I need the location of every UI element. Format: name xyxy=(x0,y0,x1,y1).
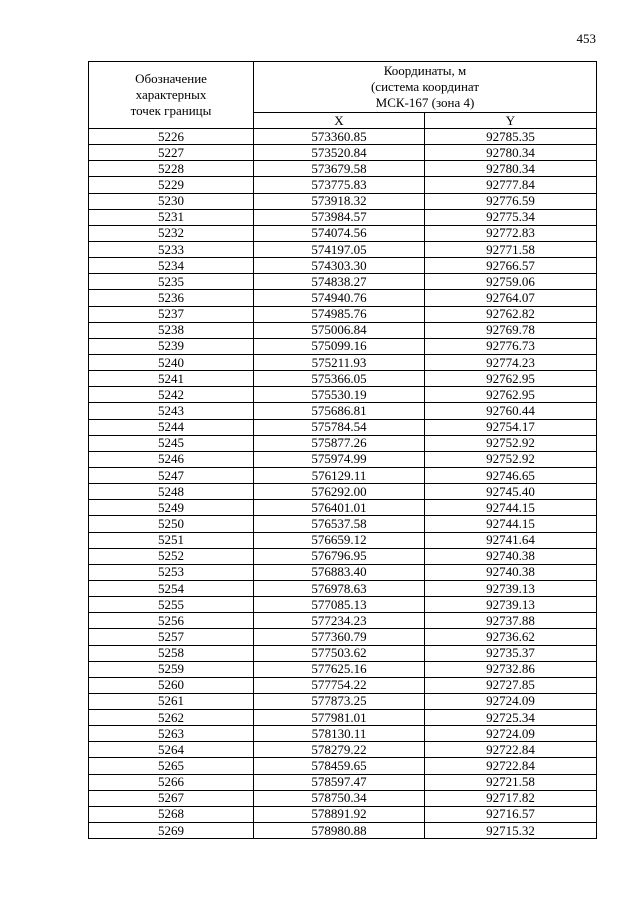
x-coordinate-cell: 576796.95 xyxy=(254,548,425,564)
table-row xyxy=(89,306,597,322)
table-row xyxy=(89,693,597,709)
y-coordinate-cell: 92780.34 xyxy=(425,145,597,161)
table-row xyxy=(89,726,597,742)
point-id-cell: 5244 xyxy=(89,419,254,435)
point-id-cell: 5239 xyxy=(89,338,254,354)
y-coordinate-cell: 92737.88 xyxy=(425,613,597,629)
table-row xyxy=(89,500,597,516)
point-id-cell: 5230 xyxy=(89,193,254,209)
table-row xyxy=(89,774,597,790)
x-coordinate-cell: 573520.84 xyxy=(254,145,425,161)
y-coordinate-cell: 92775.34 xyxy=(425,209,597,225)
point-id-cell: 5267 xyxy=(89,790,254,806)
point-id-cell: 5228 xyxy=(89,161,254,177)
x-coordinate-cell: 576401.01 xyxy=(254,500,425,516)
table-row xyxy=(89,387,597,403)
x-coordinate-cell: 573984.57 xyxy=(254,209,425,225)
table-row xyxy=(89,322,597,338)
y-coordinate-cell: 92752.92 xyxy=(425,435,597,451)
y-coordinate-cell: 92762.82 xyxy=(425,306,597,322)
table-row xyxy=(89,806,597,822)
y-coordinate-cell: 92722.84 xyxy=(425,742,597,758)
x-coordinate-cell: 575784.54 xyxy=(254,419,425,435)
point-id-cell: 5236 xyxy=(89,290,254,306)
table-row xyxy=(89,338,597,354)
table-row xyxy=(89,193,597,209)
y-coordinate-cell: 92740.38 xyxy=(425,564,597,580)
header-point-line-3: точек границы xyxy=(130,103,212,118)
point-id-cell: 5264 xyxy=(89,742,254,758)
y-coordinate-cell: 92722.84 xyxy=(425,758,597,774)
table-row xyxy=(89,403,597,419)
point-id-cell: 5227 xyxy=(89,145,254,161)
point-id-cell: 5248 xyxy=(89,484,254,500)
point-id-cell: 5246 xyxy=(89,451,254,467)
point-id-cell: 5268 xyxy=(89,806,254,822)
point-id-cell: 5242 xyxy=(89,387,254,403)
y-coordinate-cell: 92727.85 xyxy=(425,677,597,693)
point-id-cell: 5247 xyxy=(89,467,254,483)
table-row xyxy=(89,241,597,257)
table-row xyxy=(89,613,597,629)
table-row xyxy=(89,129,597,145)
x-coordinate-cell: 575686.81 xyxy=(254,403,425,419)
x-coordinate-cell: 574940.76 xyxy=(254,290,425,306)
x-coordinate-cell: 577873.25 xyxy=(254,693,425,709)
x-coordinate-cell: 575530.19 xyxy=(254,387,425,403)
x-coordinate-cell: 578750.34 xyxy=(254,790,425,806)
point-id-cell: 5232 xyxy=(89,225,254,241)
point-id-cell: 5257 xyxy=(89,629,254,645)
table-row xyxy=(89,209,597,225)
point-id-cell: 5261 xyxy=(89,693,254,709)
table-row xyxy=(89,290,597,306)
table-row xyxy=(89,258,597,274)
table-row xyxy=(89,532,597,548)
table-row xyxy=(89,645,597,661)
y-coordinate-cell: 92754.17 xyxy=(425,419,597,435)
x-coordinate-cell: 577625.16 xyxy=(254,661,425,677)
table-row xyxy=(89,516,597,532)
y-coordinate-cell: 92739.13 xyxy=(425,597,597,613)
point-id-cell: 5256 xyxy=(89,613,254,629)
point-id-cell: 5252 xyxy=(89,548,254,564)
y-coordinate-cell: 92777.84 xyxy=(425,177,597,193)
x-coordinate-cell: 574985.76 xyxy=(254,306,425,322)
x-coordinate-cell: 575877.26 xyxy=(254,435,425,451)
y-coordinate-cell: 92769.78 xyxy=(425,322,597,338)
table-row xyxy=(89,484,597,500)
y-coordinate-cell: 92741.64 xyxy=(425,532,597,548)
y-coordinate-cell: 92716.57 xyxy=(425,806,597,822)
point-id-cell: 5254 xyxy=(89,580,254,596)
x-coordinate-cell: 575366.05 xyxy=(254,371,425,387)
table-row xyxy=(89,580,597,596)
x-coordinate-cell: 576883.40 xyxy=(254,564,425,580)
y-coordinate-cell: 92774.23 xyxy=(425,354,597,370)
table-row xyxy=(89,451,597,467)
x-coordinate-cell: 577234.23 xyxy=(254,613,425,629)
table-row xyxy=(89,354,597,370)
x-coordinate-cell: 576292.00 xyxy=(254,484,425,500)
point-id-cell: 5245 xyxy=(89,435,254,451)
x-coordinate-cell: 576129.11 xyxy=(254,467,425,483)
table-row xyxy=(89,710,597,726)
header-coordinates xyxy=(254,62,597,113)
y-coordinate-cell: 92744.15 xyxy=(425,516,597,532)
point-id-cell: 5266 xyxy=(89,774,254,790)
y-coordinate-cell: 92762.95 xyxy=(425,387,597,403)
table-row xyxy=(89,435,597,451)
x-coordinate-cell: 575099.16 xyxy=(254,338,425,354)
x-coordinate-cell: 574197.05 xyxy=(254,241,425,257)
header-point-line-1: Обозначение xyxy=(135,71,207,86)
y-coordinate-cell: 92715.32 xyxy=(425,823,597,839)
table-row xyxy=(89,177,597,193)
x-coordinate-cell: 578891.92 xyxy=(254,806,425,822)
x-coordinate-cell: 578597.47 xyxy=(254,774,425,790)
x-coordinate-cell: 574838.27 xyxy=(254,274,425,290)
header-x: X xyxy=(254,113,425,129)
x-coordinate-cell: 574074.56 xyxy=(254,225,425,241)
table-row xyxy=(89,629,597,645)
x-coordinate-cell: 575211.93 xyxy=(254,354,425,370)
y-coordinate-cell: 92780.34 xyxy=(425,161,597,177)
point-id-cell: 5250 xyxy=(89,516,254,532)
point-id-cell: 5235 xyxy=(89,274,254,290)
x-coordinate-cell: 573360.85 xyxy=(254,129,425,145)
y-coordinate-cell: 92724.09 xyxy=(425,693,597,709)
header-point-line-2: характерных xyxy=(135,87,207,102)
table-row xyxy=(89,677,597,693)
point-id-cell: 5229 xyxy=(89,177,254,193)
point-id-cell: 5240 xyxy=(89,354,254,370)
y-coordinate-cell: 92760.44 xyxy=(425,403,597,419)
y-coordinate-cell: 92772.83 xyxy=(425,225,597,241)
table-row xyxy=(89,790,597,806)
table-row xyxy=(89,467,597,483)
y-coordinate-cell: 92721.58 xyxy=(425,774,597,790)
table-row xyxy=(89,548,597,564)
y-coordinate-cell: 92785.35 xyxy=(425,129,597,145)
table-row xyxy=(89,758,597,774)
point-id-cell: 5253 xyxy=(89,564,254,580)
table-row xyxy=(89,564,597,580)
y-coordinate-cell: 92762.95 xyxy=(425,371,597,387)
header-point-designation xyxy=(89,62,254,129)
table-row xyxy=(89,597,597,613)
point-id-cell: 5237 xyxy=(89,306,254,322)
header-coords-line-1: Координаты, м xyxy=(383,63,467,78)
page-number: 453 xyxy=(576,31,596,46)
point-id-cell: 5251 xyxy=(89,532,254,548)
x-coordinate-cell: 576978.63 xyxy=(254,580,425,596)
table-row xyxy=(89,274,597,290)
x-coordinate-cell: 573775.83 xyxy=(254,177,425,193)
coordinates-table xyxy=(88,61,597,839)
x-coordinate-cell: 578459.65 xyxy=(254,758,425,774)
y-coordinate-cell: 92776.73 xyxy=(425,338,597,354)
y-coordinate-cell: 92759.06 xyxy=(425,274,597,290)
y-coordinate-cell: 92744.15 xyxy=(425,500,597,516)
table-row xyxy=(89,742,597,758)
table-row xyxy=(89,161,597,177)
point-id-cell: 5233 xyxy=(89,241,254,257)
y-coordinate-cell: 92725.34 xyxy=(425,710,597,726)
x-coordinate-cell: 576659.12 xyxy=(254,532,425,548)
x-coordinate-cell: 578980.88 xyxy=(254,823,425,839)
table-row xyxy=(89,371,597,387)
x-coordinate-cell: 576537.58 xyxy=(254,516,425,532)
y-coordinate-cell: 92740.38 xyxy=(425,548,597,564)
x-coordinate-cell: 578279.22 xyxy=(254,742,425,758)
table-row xyxy=(89,661,597,677)
header-coords-line-3: МСК-167 (зона 4) xyxy=(375,95,475,110)
table-row xyxy=(89,225,597,241)
point-id-cell: 5262 xyxy=(89,710,254,726)
x-coordinate-cell: 577503.62 xyxy=(254,645,425,661)
point-id-cell: 5231 xyxy=(89,209,254,225)
point-id-cell: 5241 xyxy=(89,371,254,387)
x-coordinate-cell: 575974.99 xyxy=(254,451,425,467)
table-body xyxy=(89,129,597,839)
point-id-cell: 5234 xyxy=(89,258,254,274)
point-id-cell: 5259 xyxy=(89,661,254,677)
point-id-cell: 5243 xyxy=(89,403,254,419)
x-coordinate-cell: 578130.11 xyxy=(254,726,425,742)
point-id-cell: 5258 xyxy=(89,645,254,661)
y-coordinate-cell: 92739.13 xyxy=(425,580,597,596)
point-id-cell: 5260 xyxy=(89,677,254,693)
point-id-cell: 5263 xyxy=(89,726,254,742)
table-row xyxy=(89,419,597,435)
x-coordinate-cell: 577981.01 xyxy=(254,710,425,726)
y-coordinate-cell: 92745.40 xyxy=(425,484,597,500)
point-id-cell: 5255 xyxy=(89,597,254,613)
table-row xyxy=(89,145,597,161)
y-coordinate-cell: 92776.59 xyxy=(425,193,597,209)
y-coordinate-cell: 92736.62 xyxy=(425,629,597,645)
x-coordinate-cell: 575006.84 xyxy=(254,322,425,338)
y-coordinate-cell: 92724.09 xyxy=(425,726,597,742)
y-coordinate-cell: 92732.86 xyxy=(425,661,597,677)
point-id-cell: 5265 xyxy=(89,758,254,774)
point-id-cell: 5226 xyxy=(89,129,254,145)
x-coordinate-cell: 577085.13 xyxy=(254,597,425,613)
y-coordinate-cell: 92766.57 xyxy=(425,258,597,274)
point-id-cell: 5269 xyxy=(89,823,254,839)
y-coordinate-cell: 92717.82 xyxy=(425,790,597,806)
y-coordinate-cell: 92764.07 xyxy=(425,290,597,306)
point-id-cell: 5238 xyxy=(89,322,254,338)
y-coordinate-cell: 92752.92 xyxy=(425,451,597,467)
x-coordinate-cell: 577360.79 xyxy=(254,629,425,645)
x-coordinate-cell: 573679.58 xyxy=(254,161,425,177)
header-coords-line-2: (система координат xyxy=(370,79,480,94)
point-id-cell: 5249 xyxy=(89,500,254,516)
table-row xyxy=(89,823,597,839)
header-y: Y xyxy=(425,113,597,129)
x-coordinate-cell: 574303.30 xyxy=(254,258,425,274)
y-coordinate-cell: 92771.58 xyxy=(425,241,597,257)
x-coordinate-cell: 573918.32 xyxy=(254,193,425,209)
x-coordinate-cell: 577754.22 xyxy=(254,677,425,693)
y-coordinate-cell: 92735.37 xyxy=(425,645,597,661)
y-coordinate-cell: 92746.65 xyxy=(425,467,597,483)
